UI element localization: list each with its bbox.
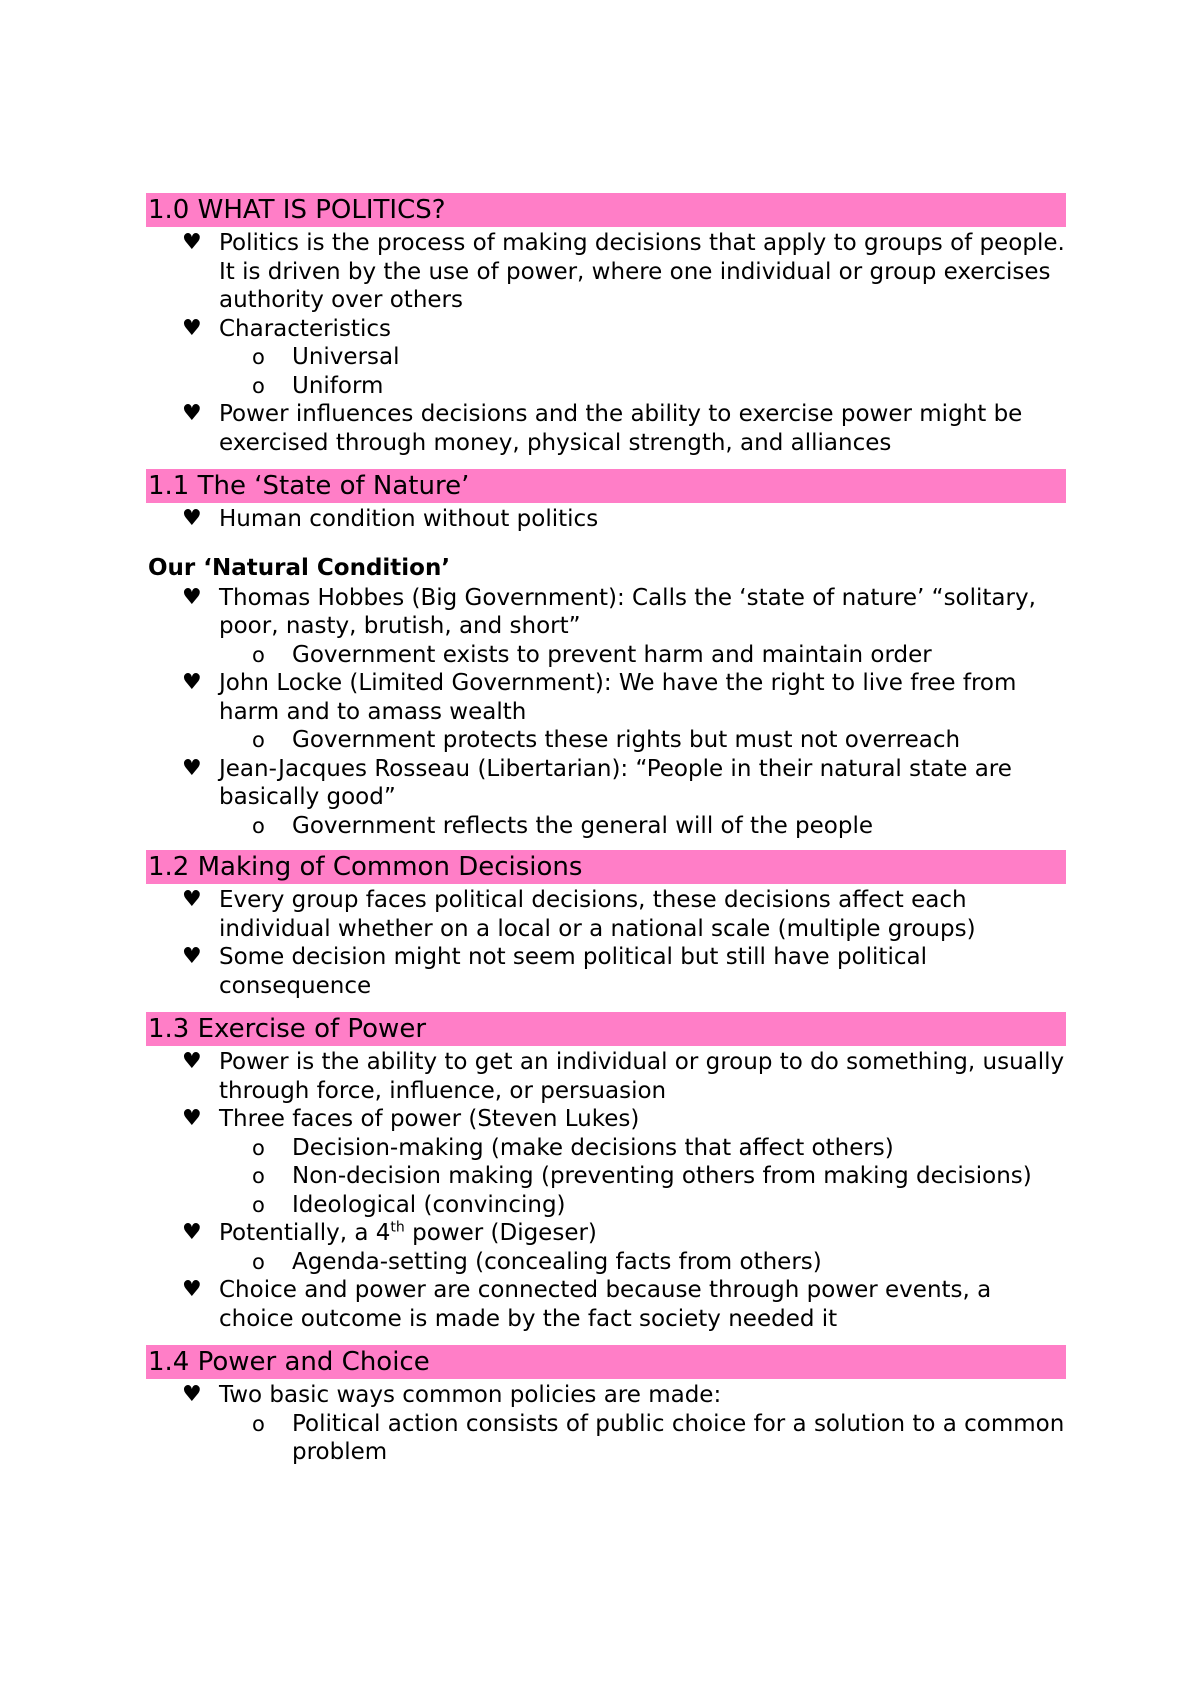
bullet-item [146,886,1066,943]
section-block [146,1012,1066,1333]
heart-icon: ♥ [182,944,202,969]
bullet-text: Politics is the process of making decisions that apply to groups of people. It is driven by the use of power, where one individual or group exercises authority over others [219,230,1065,313]
sub-bullet-item [219,1134,1066,1163]
circle-icon: o [252,642,265,667]
bullet-list [146,886,1066,1000]
bullet-item [146,669,1066,755]
section-heading: 1.4 Power and Choice [146,1345,1066,1379]
sub-bullet-item [219,726,1066,755]
sub-bullet-list [219,1134,1066,1220]
bullet-text: John Locke (Limited Government): We have the right to live free from harm and to amass wealth [219,670,1017,725]
sub-bullet-item [219,1191,1066,1220]
sub-bullet-list [219,1248,1066,1277]
bullet-list [146,584,1066,841]
subheading: Our ‘Natural Condition’ [148,554,451,581]
sub-bullet-item [219,1248,1066,1277]
sub-bullet-text: Government protects these rights but must not overreach [292,727,961,753]
circle-icon: o [252,373,265,398]
sub-bullet-text: Agenda-setting (concealing facts from others) [292,1248,822,1275]
heart-icon: ♥ [182,887,202,912]
section-block [146,1345,1066,1467]
sub-bullet-item [219,372,1066,401]
heart-icon: ♥ [182,1277,202,1302]
sub-bullet-item [219,812,1066,841]
heart-icon: ♥ [182,401,202,426]
sub-bullet-text: Government exists to prevent harm and maintain order [292,641,932,668]
sub-bullet-text: Non-decision making (preventing others from making decisions) [292,1163,1032,1189]
section-heading: 1.1 The ‘State of Nature’ [146,469,1066,503]
bullet-item [146,584,1066,670]
heart-icon: ♥ [182,670,202,695]
section-heading: 1.3 Exercise of Power [146,1012,1066,1046]
section-heading: 1.2 Making of Common Decisions [146,850,1066,884]
heart-icon: ♥ [182,1049,202,1074]
bullet-item [146,400,1066,457]
heart-icon: ♥ [182,1106,202,1131]
bullet-list [146,1381,1066,1467]
superscript: th [390,1219,405,1236]
section-heading: 1.0 WHAT IS POLITICS? [146,193,1066,227]
sub-bullet-item [219,1410,1066,1467]
bullet-item [146,505,1066,534]
sub-bullet-list [219,812,1066,841]
document-page [146,181,1066,1467]
sub-bullet-text: Government reflects the general will of the people [292,812,874,839]
circle-icon: o [252,1164,265,1188]
sub-bullet-item [219,343,1066,372]
bullet-text: Human condition without politics [219,506,599,532]
bullet-text: Power influences decisions and the ability to exercise power might be exercised through money, physical strength, and alliances [219,401,1023,456]
bullet-text: Potentially, a 4th power (Digeser) [219,1219,597,1246]
bullet-item [146,1048,1066,1105]
circle-icon: o [252,813,265,838]
bullet-text: Three faces of power (Steven Lukes) [219,1106,640,1132]
circle-icon: o [252,1135,265,1160]
bullet-item [146,943,1066,1000]
circle-icon: o [252,1411,265,1436]
bullet-item [146,1219,1066,1276]
sub-bullet-list [219,1410,1066,1467]
section-block [146,554,1066,841]
sub-bullet-list [219,641,1066,670]
heart-icon: ♥ [182,506,202,531]
bullet-item [146,1381,1066,1467]
bullet-text: Characteristics [219,315,391,342]
sub-bullet-item [219,1162,1066,1191]
bullet-item [146,755,1066,841]
section-block [146,850,1066,1000]
circle-icon: o [252,1249,265,1274]
heart-icon: ♥ [182,230,202,255]
circle-icon: o [252,345,265,369]
heart-icon: ♥ [182,755,202,781]
bullet-list [146,229,1066,457]
bullet-list [146,1048,1066,1333]
sub-bullet-list [219,726,1066,755]
heart-icon: ♥ [182,315,202,341]
bullet-text: Some decision might not seem political but still have political consequence [219,944,927,999]
circle-icon: o [252,728,265,752]
sub-bullet-text: Universal [292,344,400,370]
bullet-item [146,1105,1066,1219]
bullet-item [146,315,1066,401]
sub-bullet-item [219,641,1066,670]
circle-icon: o [252,1192,265,1217]
heart-icon: ♥ [182,1382,202,1407]
sub-bullet-list [219,343,1066,400]
bullet-item [146,1276,1066,1333]
heart-icon: ♥ [182,584,202,610]
bullet-text: Power is the ability to get an individual or group to do something, usually through force, influence, or persuasion [219,1049,1065,1104]
sub-bullet-text: Political action consists of public choice for a solution to a common problem [292,1410,1065,1465]
bullet-text: Jean-Jacques Rosseau (Libertarian): “People in their natural state are basically good” [219,755,1012,810]
sub-bullet-text: Decision-making (make decisions that affect others) [292,1134,894,1161]
bullet-text: Choice and power are connected because through power events, a choice outcome is made by the fact society needed it [219,1277,992,1332]
bullet-text: Two basic ways common policies are made: [219,1382,722,1408]
bullet-list [146,505,1066,534]
section-block [146,193,1066,457]
sub-bullet-text: Uniform [292,372,384,399]
sub-bullet-text: Ideological (convincing) [292,1191,566,1218]
section-block [146,469,1066,534]
bullet-item [146,229,1066,315]
heart-icon: ♥ [182,1220,202,1245]
bullet-text: Thomas Hobbes (Big Government): Calls the ‘state of nature’ “solitary, poor, nasty, brutish, and short” [219,584,1036,639]
bullet-text: Every group faces political decisions, these decisions affect each individual whether on a local or a national scale (multiple groups) [219,887,976,942]
